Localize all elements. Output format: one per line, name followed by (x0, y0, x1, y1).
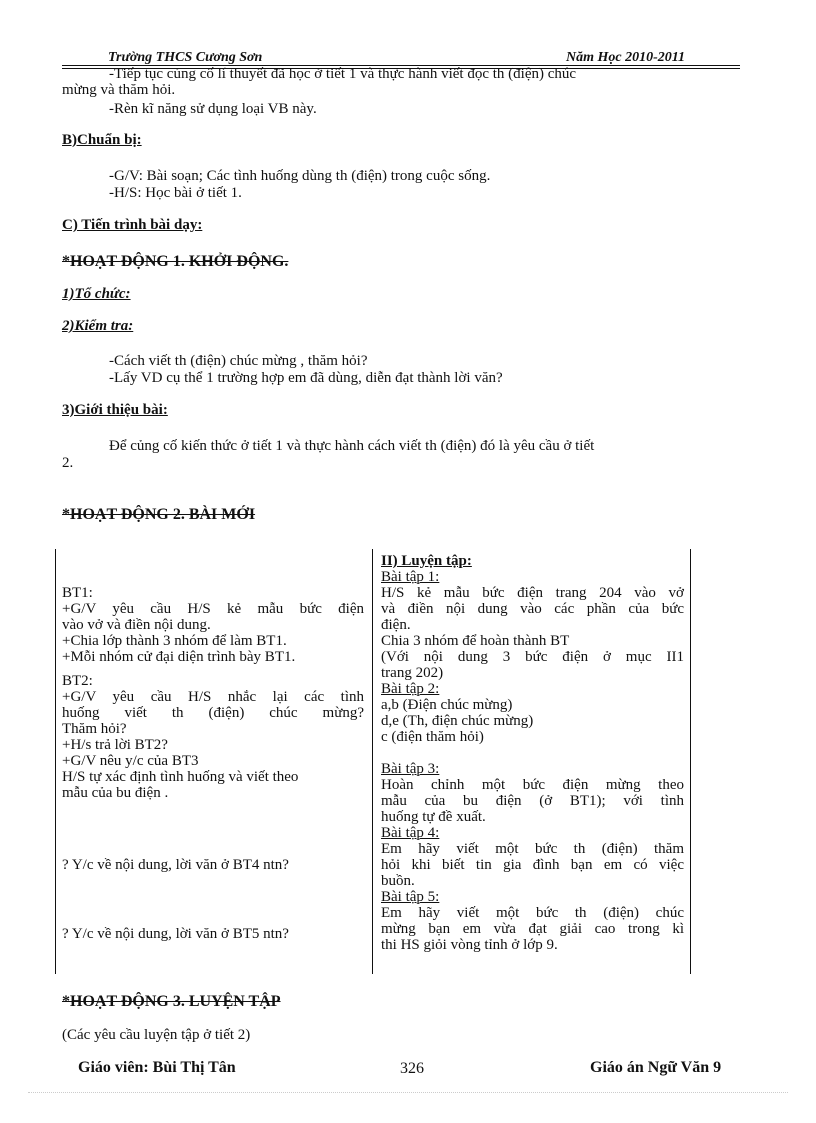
bt4-question: ? Y/c về nội dung, lời văn ở BT4 ntn? (62, 857, 289, 873)
bt1-present: +Mỗi nhóm cử đại diện trình bày BT1. (62, 649, 296, 665)
bt2-line2: d,e (Th, điện chúc mừng) (381, 713, 534, 729)
activity1-intro-line-1: Để củng cố kiến thức ở tiết 1 và thực hành cách viết th (điện) đó là yêu cầu ở tiết (109, 438, 595, 454)
footer-page-number: 326 (400, 1060, 424, 1077)
bt3-title: Bài tập 3: (381, 761, 440, 777)
bt2-title: Bài tập 2: (381, 681, 440, 697)
bt1-label: BT1: (62, 585, 93, 601)
bt5-question: ? Y/c về nội dung, lời văn ở BT5 ntn? (62, 926, 289, 942)
header-year: Năm Học 2010-2011 (566, 50, 685, 65)
bt3-line1: Hoàn chỉnh một bức điện mừng theo (381, 777, 684, 793)
section-b-title: B)Chuẩn bị: (62, 132, 142, 148)
section-b-gv: -G/V: Bài soạn; Các tình huống dùng th (điện) trong cuộc sống. (109, 168, 491, 184)
bt1-line3: điện. (381, 617, 411, 633)
table-left-column (62, 585, 364, 801)
bt3-line3: huống tự đề xuất. (381, 809, 486, 825)
footer-subject: Giáo án Ngữ Văn 9 (590, 1059, 722, 1076)
check-question-1: -Cách viết th (điện) chúc mừng , thăm hỏi? (109, 353, 368, 369)
bt2-line1: a,b (Điện chúc mừng) (381, 697, 513, 713)
activity1-intro-title: 3)Giới thiệu bài: (62, 402, 168, 418)
bt1-gv-line2: vào vở và điền nội dung. (62, 617, 211, 633)
bt1-title: Bài tập 1: (381, 569, 440, 585)
practice-heading: II) Luyện tập: (381, 553, 472, 569)
table-border-middle (372, 549, 373, 974)
footer-teacher: Giáo viên: Bùi Thị Tân (78, 1059, 236, 1076)
intro-line-3: -Rèn kĩ năng sử dụng loại VB này. (109, 101, 317, 117)
activity1-title: *HOẠT ĐỘNG 1. KHỞI ĐỘNG. (62, 253, 289, 270)
bt3-hs-line2: mẫu của bu điện . (62, 785, 169, 801)
bt4-question-cell (62, 857, 364, 873)
activity3-title: *HOẠT ĐỘNG 3. LUYỆN TẬP (62, 993, 281, 1010)
bt4-line2: hỏi khi biết tin gia đình bạn em có việc (381, 857, 684, 873)
table-right-column (381, 553, 684, 953)
header-school: Trường THCS Cương Sơn (108, 50, 263, 65)
bt1-gv-line1: +G/V yêu cầu H/S kẻ mẫu bức điện (62, 601, 364, 617)
bt1-line5: (Với nội dung 3 bức điện ở mục II1 (381, 649, 684, 665)
bt2-line3: c (điện thăm hỏi) (381, 729, 484, 745)
bt5-question-cell (62, 926, 364, 942)
bt1-line4: Chia 3 nhóm để hoàn thành BT (381, 633, 570, 649)
bt5-line1: Em hãy viết một bức th (điện) chúc (381, 905, 684, 921)
bt4-line1: Em hãy viết một bức th (điện) thăm (381, 841, 684, 857)
bt1-line6: trang 202) (381, 665, 444, 681)
bt2-gv-line3: Thăm hỏi? (62, 721, 127, 737)
bt2-label: BT2: (62, 673, 93, 689)
intro-line-2: mừng và thăm hỏi. (62, 82, 176, 98)
bt2-gv-line2: huống viết th (điện) chúc mừng? (62, 705, 364, 721)
table-border-right (690, 549, 691, 974)
bt1-groups: +Chia lớp thành 3 nhóm để làm BT1. (62, 633, 287, 649)
section-c-title: C) Tiến trình bài dạy: (62, 217, 203, 233)
bt1-line1: H/S kẻ mẫu bức điện trang 204 vào vở (381, 585, 684, 601)
bt3-line2: mẫu của bu điện (ở BT1); với tình (381, 793, 684, 809)
bt2-gv-line1: +G/V yêu cầu H/S nhắc lại các tình (62, 689, 364, 705)
bt4-title: Bài tập 4: (381, 825, 440, 841)
activity1-check: 2)Kiểm tra: (62, 318, 134, 334)
intro-line-1: -Tiếp tục củng cố lí thuyết đã học ở tiết 1 và thực hành viết đọc th (điện) chúc (109, 66, 577, 82)
activity3-note: (Các yêu cầu luyện tập ở tiết 2) (62, 1027, 251, 1043)
activity2-title: *HOẠT ĐỘNG 2. BÀI MỚI (62, 506, 256, 523)
bt3-hs-line1: H/S tự xác định tình huống và viết theo (62, 769, 299, 785)
bt5-line2: mừng bạn em vừa đạt giải cao trong kì (381, 921, 684, 937)
bt5-title: Bài tập 5: (381, 889, 440, 905)
bt2-hs-answer: +H/s trả lời BT2? (62, 737, 168, 753)
bt5-line3: thi HS giỏi vòng tỉnh ở lớp 9. (381, 937, 558, 953)
bt3-gv: +G/V nêu y/c của BT3 (62, 753, 199, 769)
bt4-line3: buồn. (381, 873, 415, 889)
page-bottom-divider (28, 1092, 788, 1093)
section-b-hs: -H/S: Học bài ở tiết 1. (109, 185, 242, 201)
activity1-intro-line-2: 2. (62, 455, 74, 471)
check-question-2: -Lấy VD cụ thể 1 trường hợp em đã dùng, diễn đạt thành lời văn? (109, 370, 503, 386)
bt1-line2: và điền nội dung vào các phần của bức (381, 601, 684, 617)
table-border-left (55, 549, 56, 974)
activity1-org: 1)Tổ chức: (62, 286, 131, 302)
